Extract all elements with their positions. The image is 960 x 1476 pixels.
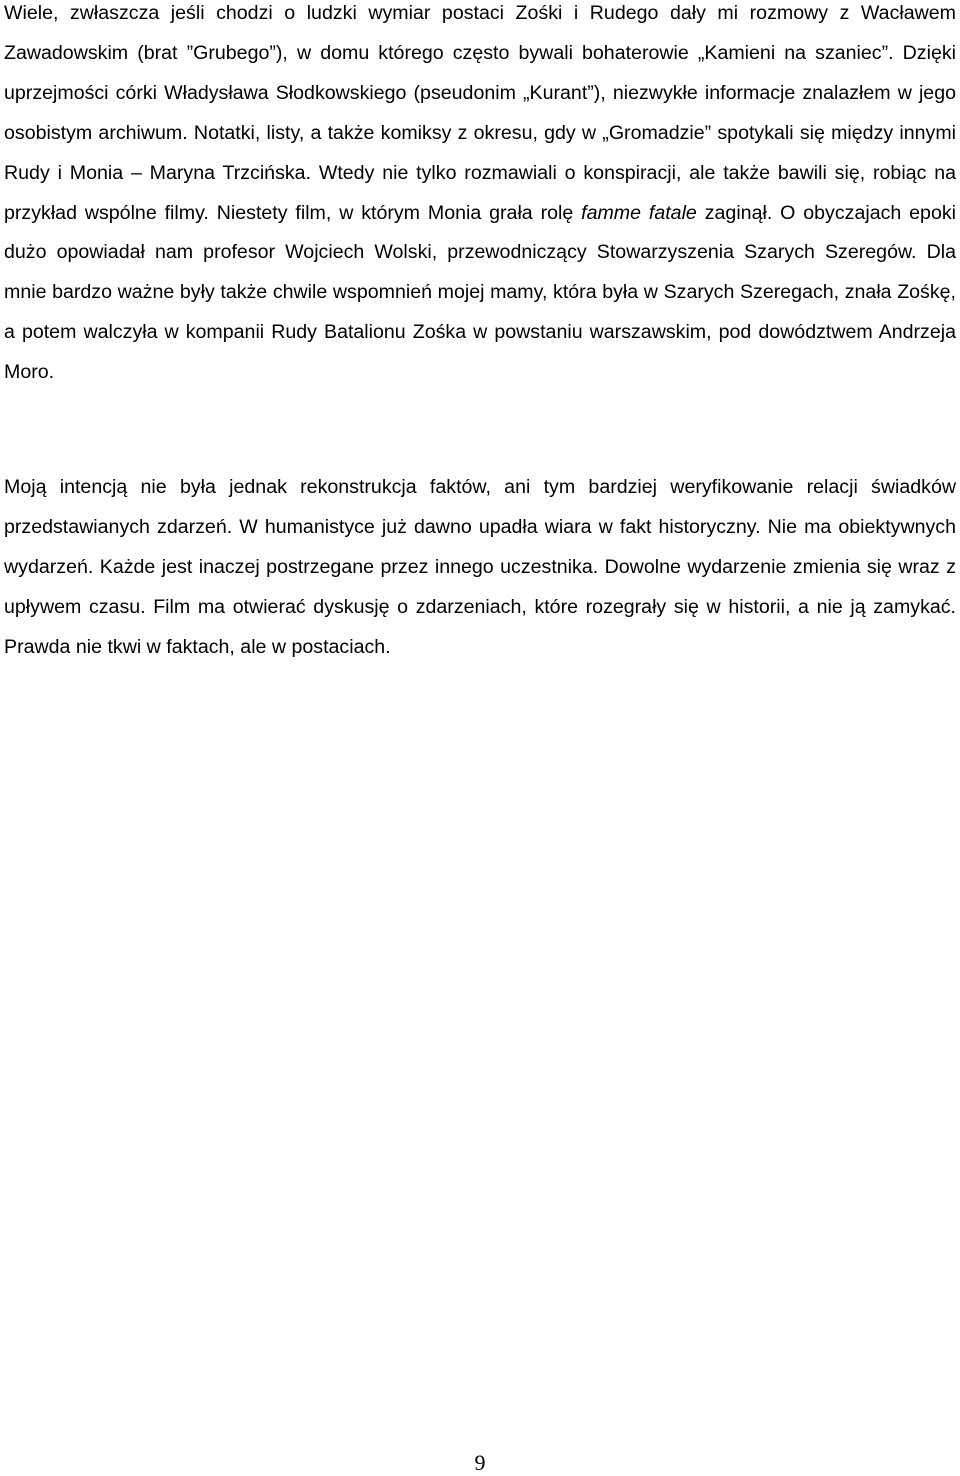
paragraph-1 — [4, 0, 956, 393]
paragraph-2 — [4, 468, 956, 668]
paragraph-2-text: Moją intencją nie była jednak rekonstrukcja faktów, ani tym bardziej weryfikowanie relacji świadków przedstawianych zdarzeń. W humanistyce już dawno upadła wiara w fakt historyczny. Nie ma obiektywnych wydarzeń. Każde jest inaczej postrzegane przez innego uczestnika. Dowolne wydarzenie zmienia się wraz z upływem czasu. Film ma otwierać dyskusję o zdarzeniach, które rozegrały się w historii, a nie ją zamykać. Prawda nie tkwi w faktach, ale w postaciach. — [4, 476, 956, 658]
paragraph-1-text-start: Wiele, zwłaszcza jeśli chodzi o ludzki wymiar postaci Zośki i Rudego dały mi rozmowy z Wacławem Zawadowskim (brat ”Grubego”), w domu którego często bywali bohaterowie „Kamieni na szaniec”. Dzięki uprzejmości córki Władysława Słodkowskiego (pseudonim „Kurant”), niezwykłe informacje znalazłem w jego osobistym archiwum. Notatki, listy, a także komiksy z okresu, gdy w „Gromadzie” spotykali się między innymi Rudy i Monia – Maryna Trzcińska. Wtedy nie tylko rozmawiali o konspiracji, ale także bawili się, robiąc na przykład wspólne filmy. Niestety film, w którym Monia grała rolę — [4, 2, 956, 224]
paragraph-1-italic-term: famme fatale — [581, 201, 697, 224]
page-number: 9 — [474, 1450, 486, 1475]
paragraph-1-text-end: zaginął. O obyczajach epoki dużo opowiadał nam profesor Wojciech Wolski, przewodniczący Stowarzyszenia Szarych Szeregów. Dla mnie bardzo ważne były także chwile wspomnień mojej mamy, która była w Szarych Szeregach, znała Zośkę, a potem walczyła w kompanii Rudy Batalionu Zośka w powstaniu warszawskim, pod dowództwem Andrzeja Moro. — [4, 201, 957, 384]
